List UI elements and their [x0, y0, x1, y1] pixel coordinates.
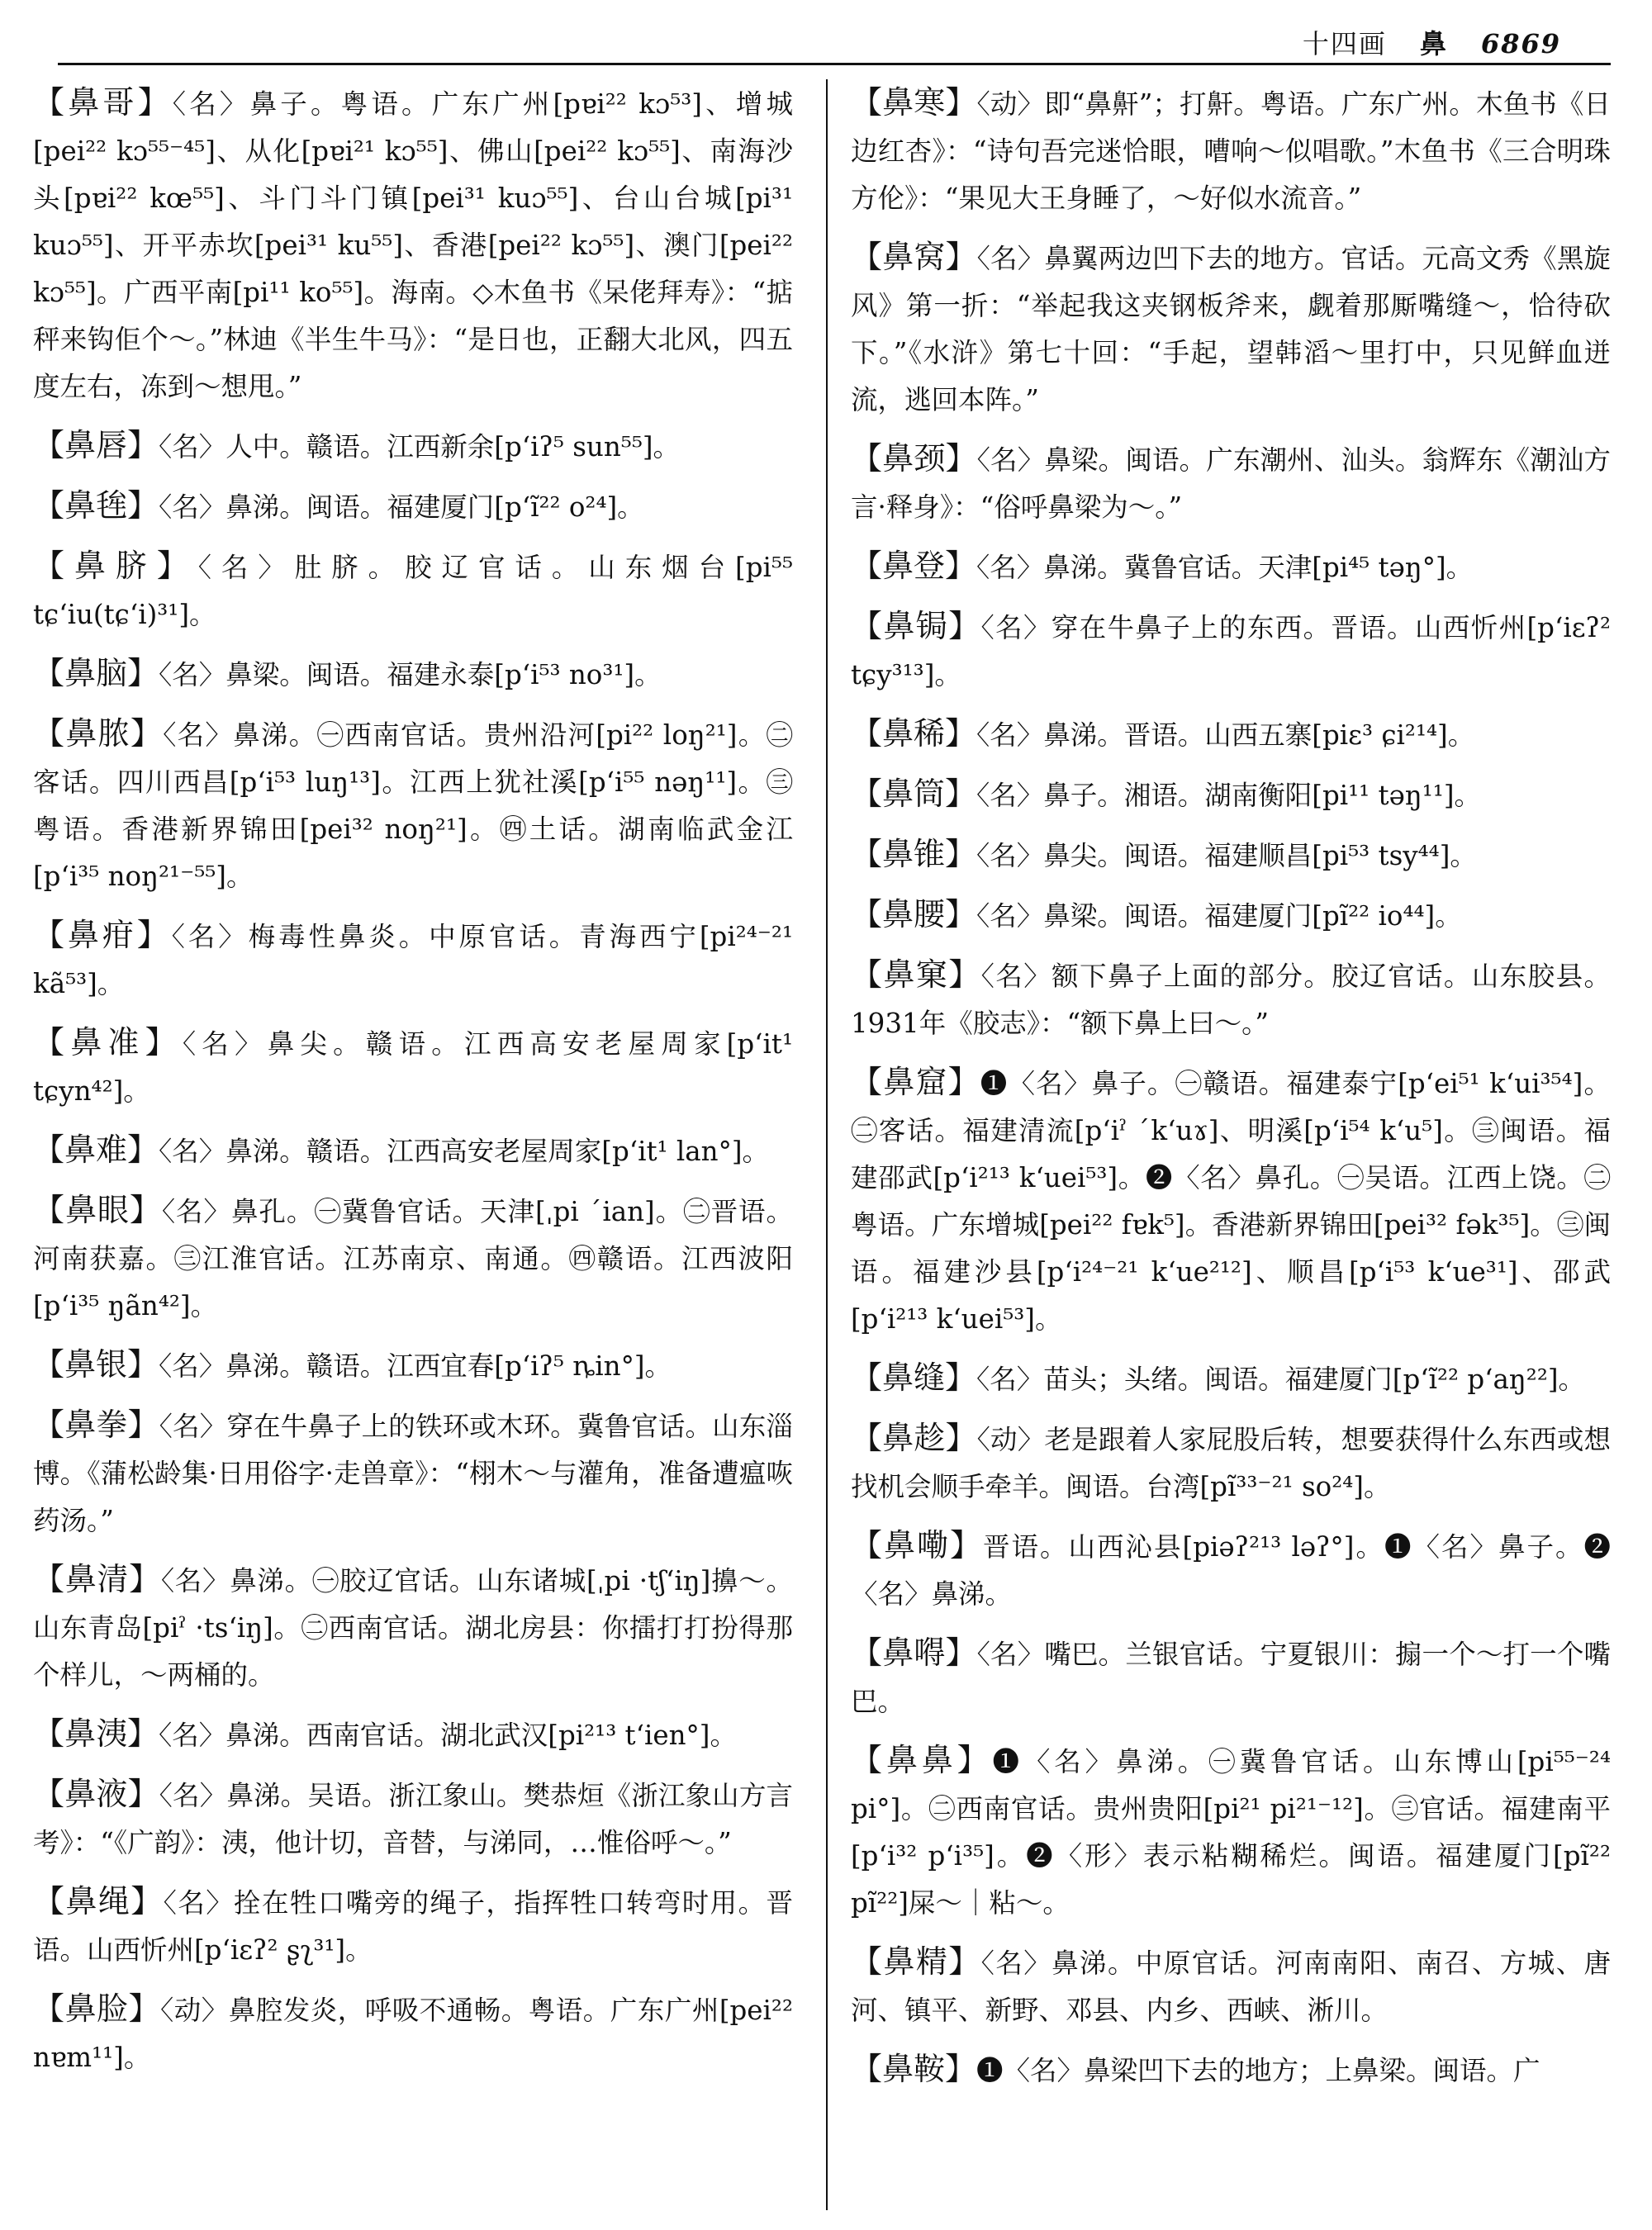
- entry-headword: 【鼻登】: [851, 548, 977, 584]
- entry-headword: 【鼻寒】: [851, 84, 977, 121]
- entry-headword: 【鼻窠】: [851, 956, 981, 993]
- entry-definition: ❶〈名〉鼻梁凹下去的地方；上鼻梁。闽语。广: [976, 2055, 1540, 2086]
- dictionary-entry: [33, 1710, 793, 1759]
- section-label: 十四画: [1302, 28, 1387, 59]
- dictionary-entry: [851, 543, 1611, 591]
- running-head: [1303, 23, 1561, 61]
- entry-definition: 〈名〉人中。赣语。江西新余[p‘iʔ⁵ sun⁵⁵]。: [159, 431, 681, 463]
- entry-headword: 【鼻鞍】: [851, 2051, 977, 2087]
- dictionary-entry: [33, 1986, 793, 2081]
- dictionary-entry: [33, 422, 793, 471]
- dictionary-entry: [33, 1187, 793, 1330]
- entry-definition: 〈名〉穿在牛鼻子上的铁环或木环。冀鲁官话。山东淄博。《蒲松龄集·日用俗字·走兽章》：“栩木～与灌角，准备遭瘟咴药汤。”: [33, 1411, 793, 1536]
- dictionary-entry: [851, 435, 1611, 531]
- dictionary-entry: [851, 1737, 1611, 1927]
- entry-definition: 〈名〉鼻翼两边凹下去的地方。官话。元高文秀《黑旋风》第一折：“举起我这夹钢板斧来，觑着那厮嘴缝～，恰待砍下。”《水浒》第七十回：“手起，望韩滔～里打中，只见鲜血迸流，逃回本阵。”: [851, 243, 1611, 415]
- head-char: 鼻: [1419, 28, 1448, 59]
- entry-definition: 〈名〉鼻涕。赣语。江西宜春[p‘iʔ⁵ ȵin°]。: [159, 1350, 672, 1382]
- entry-definition: 〈名〉鼻涕。吴语。浙江象山。樊恭烜《浙江象山方言考》：“《广韵》：洟，他计切，音替，与涕同，…惟俗呼～。”: [33, 1780, 793, 1858]
- entry-definition: 〈名〉鼻涕。㊀胶辽官话。山东诸城[ˌpi ·tʃ‘iŋ]擤～。山东青岛[piˀ ·ts‘iŋ]。㊁西南官话。湖北房县：你擂打打扮得那个样儿，～两桶的。: [33, 1565, 793, 1691]
- entry-definition: 〈名〉鼻涕。赣语。江西高安老屋周家[p‘it¹ lan°]。: [159, 1136, 770, 1167]
- entry-headword: 【鼻清】: [33, 1561, 161, 1597]
- header-rule: [58, 63, 1611, 65]
- entry-headword: 【鼻筒】: [851, 776, 977, 812]
- entry-definition: 〈名〉鼻梁。闽语。广东潮州、汕头。翁辉东《潮汕方言·释身》：“俗呼鼻梁为～。”: [851, 444, 1611, 523]
- dictionary-entry: [33, 1402, 793, 1544]
- entry-definition: 〈名〉鼻孔。㊀冀鲁官话。天津[ˌpi ˊian]。㊁晋语。河南获嘉。㊂江淮官话。江苏南京、南通。㊃赣语。江西波阳[p‘i³⁵ ŋãn⁴²]。: [33, 1196, 793, 1321]
- page-number: 6869: [1480, 28, 1561, 59]
- entry-headword: 【鼻液】: [33, 1776, 159, 1812]
- dictionary-entry: [33, 79, 793, 410]
- dictionary-entry: [33, 482, 793, 531]
- entry-headword: 【鼻眼】: [33, 1192, 162, 1228]
- entry-headword: 【鼻腰】: [851, 896, 977, 932]
- entry-headword: 【鼻准】: [33, 1024, 183, 1060]
- dictionary-entry: [33, 1771, 793, 1867]
- entry-definition: ❶〈名〉鼻涕。㊀冀鲁官话。山东博山[pi⁵⁵⁻²⁴ pi°]。㊁西南官话。贵州贵阳[pi²¹ pi²¹⁻¹²]。㊂官话。福建南平[p‘i³² p‘i³⁵]。❷〈形〉表示粘糊稀烂。闽语。福建厦门[pĩ²² pĩ²²]屎～｜粘～。: [851, 1746, 1611, 1919]
- entry-definition: 〈名〉鼻子。湘语。湖南衡阳[pi¹¹ təŋ¹¹]。: [976, 780, 1481, 811]
- entry-headword: 【鼻难】: [33, 1132, 159, 1168]
- dictionary-entry: [851, 603, 1611, 699]
- entry-definition: 〈名〉额下鼻子上面的部分。胶辽官话。山东胶县。1931年《胶志》：“额下鼻上曰～。”: [851, 961, 1611, 1039]
- entry-definition: 〈动〉鼻腔发炎，呼吸不通畅。粤语。广东广州[pei²² nɐm¹¹]。: [33, 1995, 793, 2073]
- entry-headword: 【鼻疳】: [33, 917, 172, 953]
- entry-definition: 〈名〉肚脐。胶辽官话。山东烟台[pi⁵⁵ tɕ‘iu(tɕ‘i)³¹]。: [33, 552, 793, 630]
- column-divider: [826, 79, 828, 2210]
- dictionary-entry: [851, 710, 1611, 759]
- entry-headword: 【鼻颈】: [851, 440, 977, 477]
- entry-definition: 〈名〉鼻涕。㊀西南官话。贵州沿河[pi²² loŋ²¹]。㊁客话。四川西昌[p‘i⁵³ luŋ¹³]。江西上犹社溪[p‘i⁵⁵ nəŋ¹¹]。㊂粤语。香港新界锦田[pei³² noŋ²¹]。㊃土话。湖南临武金江[p‘i³⁵ noŋ²¹⁻⁵⁵]。: [33, 719, 793, 892]
- entry-definition: 〈名〉鼻涕。晋语。山西五寨[piɛ³ ɕi²¹⁴]。: [976, 719, 1475, 751]
- entry-headword: 【鼻锔】: [851, 608, 981, 644]
- entry-definition: 〈名〉鼻涕。闽语。福建厦门[p‘ĩ²² o²⁴]。: [159, 491, 644, 523]
- entry-definition: 〈动〉即“鼻鼾”；打鼾。粤语。广东广州。木鱼书《日边红杏》：“诗句吾完迷恰眼，嘈响～似唱歌。”木鱼书《三合明珠方伦》：“果见大王身睡了，～好似水流音。”: [851, 88, 1611, 214]
- entry-definition: 〈名〉鼻尖。赣语。江西高安老屋周家[p‘it¹ tɕyn⁴²]。: [33, 1028, 793, 1107]
- entry-headword: 【鼻稀】: [851, 715, 977, 752]
- left-column: [33, 79, 793, 2093]
- dictionary-entry: [851, 1522, 1611, 1618]
- dictionary-entry: [851, 1938, 1611, 2034]
- dictionary-entry: [851, 1059, 1611, 1343]
- entry-headword: 【鼻银】: [33, 1346, 159, 1383]
- dictionary-entry: [33, 543, 793, 638]
- entry-headword: 【鼻精】: [851, 1943, 981, 1980]
- entry-headword: 【鼻毪】: [33, 487, 159, 524]
- dictionary-entry: [33, 1341, 793, 1390]
- entry-headword: 【鼻嘚】: [851, 1635, 977, 1671]
- page-header: [58, 18, 1594, 68]
- dictionary-entry: [33, 710, 793, 900]
- entry-definition: 〈名〉嘴巴。兰银官话。宁夏银川：搧一个～打一个嘴巴。: [851, 1639, 1611, 1717]
- right-column: [851, 79, 1611, 2106]
- dictionary-entry: [33, 912, 793, 1008]
- entry-definition: 晋语。山西沁县[piəʔ²¹³ ləʔ°]。❶〈名〉鼻子。❷〈名〉鼻涕。: [851, 1531, 1611, 1610]
- dictionary-entry: [33, 1019, 793, 1115]
- dictionary-entry: [851, 234, 1611, 424]
- entry-definition: 〈名〉苗头；头绪。闽语。福建厦门[p‘ĩ²² p‘aŋ²²]。: [976, 1364, 1586, 1395]
- entry-headword: 【鼻脐】: [33, 548, 198, 584]
- entry-headword: 【鼻脸】: [33, 1990, 161, 2027]
- entry-headword: 【鼻鼻】: [851, 1742, 993, 1778]
- entry-headword: 【鼻缝】: [851, 1359, 977, 1396]
- dictionary-entry: [851, 1630, 1611, 1725]
- entry-definition: 〈名〉鼻子。粤语。广东广州[pɐi²² kɔ⁵³]、增城[pei²² kɔ⁵⁵⁻⁴⁵]、从化[pɐi²¹ kɔ⁵⁵]、佛山[pei²² kɔ⁵⁵]、南海沙头[pɐi²² kœ⁵⁵]、斗门斗门镇[pei³¹ kuɔ⁵⁵]、台山台城[pi³¹ kuɔ⁵⁵]、开平赤坎[pei³¹ ku⁵⁵]、香港[pei²² kɔ⁵⁵]、澳门[pei²² kɔ⁵⁵]。广西平南[pi¹¹ ko⁵⁵]。海南。◇木鱼书《呆佬拜寿》：“掂秤来钩佢个～。”林迪《半生牛马》：“是日也，正翻大北风，四五度左右，冻到～想甩。”: [33, 88, 793, 402]
- dictionary-entry: [33, 650, 793, 699]
- dictionary-entry: [851, 1415, 1611, 1511]
- dictionary-entry: [33, 1127, 793, 1175]
- dictionary-entry: [851, 2046, 1611, 2095]
- entry-headword: 【鼻锥】: [851, 836, 977, 872]
- entry-definition: 〈动〉老是跟着人家屁股后转，想要获得什么东西或想找机会顺手牵羊。闽语。台湾[pĩ³³⁻²¹ so²⁴]。: [851, 1424, 1611, 1502]
- entry-headword: 【鼻嘞】: [851, 1527, 984, 1563]
- entry-headword: 【鼻脓】: [33, 715, 164, 752]
- entry-headword: 【鼻绳】: [33, 1883, 164, 1919]
- entry-headword: 【鼻拳】: [33, 1407, 159, 1443]
- dictionary-entry: [851, 771, 1611, 819]
- entry-definition: 〈名〉鼻涕。冀鲁官话。天津[pi⁴⁵ təŋ°]。: [976, 552, 1474, 583]
- entry-definition: 〈名〉鼻梁。闽语。福建厦门[pĩ²² io⁴⁴]。: [976, 900, 1462, 932]
- entry-definition: 〈名〉鼻梁。闽语。福建永泰[p‘i⁵³ no³¹]。: [159, 659, 662, 690]
- entry-headword: 【鼻哥】: [33, 84, 173, 121]
- entry-headword: 【鼻脑】: [33, 655, 159, 691]
- dictionary-entry: [851, 1355, 1611, 1403]
- entry-headword: 【鼻洟】: [33, 1715, 159, 1752]
- dictionary-entry: [33, 1556, 793, 1699]
- entry-headword: 【鼻窝】: [851, 239, 977, 275]
- entry-headword: 【鼻唇】: [33, 427, 159, 463]
- dictionary-entry: [851, 831, 1611, 880]
- entry-definition: 〈名〉梅毒性鼻炎。中原官话。青海西宁[pi²⁴⁻²¹ kã⁵³]。: [33, 921, 793, 999]
- entry-definition: 〈名〉鼻涕。中原官话。河南南阳、南召、方城、唐河、镇平、新野、邓县、内乡、西峡、淅川。: [851, 1948, 1611, 2026]
- entry-definition: 〈名〉鼻涕。西南官话。湖北武汉[pi²¹³ t‘ien°]。: [159, 1720, 737, 1751]
- entry-headword: 【鼻趁】: [851, 1420, 977, 1456]
- dictionary-entry: [851, 891, 1611, 940]
- entry-definition: 〈名〉鼻尖。闽语。福建顺昌[pi⁵³ tsy⁴⁴]。: [976, 840, 1477, 871]
- dictionary-entry: [851, 951, 1611, 1047]
- entry-definition: 〈名〉拴在牲口嘴旁的绳子，指挥牲口转弯时用。晋语。山西忻州[p‘iɛʔ² ʂʅ³¹]。: [33, 1887, 793, 1966]
- entry-definition: ❶〈名〉鼻子。㊀赣语。福建泰宁[p‘ei⁵¹ k‘ui³⁵⁴]。㊁客话。福建清流[p‘iˀ ˊk‘uɤ]、明溪[p‘i⁵⁴ k‘u⁵]。㊂闽语。福建邵武[p‘i²¹³ k‘uei⁵³]。❷〈名〉鼻孔。㊀吴语。江西上饶。㊁粤语。广东增城[pei²² fɐk⁵]。香港新界锦田[pei³² fək³⁵]。㊂闽语。福建沙县[p‘i²⁴⁻²¹ k‘ue²¹²]、顺昌[p‘i⁵³ k‘ue³¹]、邵武[p‘i²¹³ k‘uei⁵³]。: [851, 1068, 1611, 1335]
- dictionary-entry: [33, 1878, 793, 1974]
- entry-definition: 〈名〉穿在牛鼻子上的东西。晋语。山西忻州[p‘iɛʔ² tɕy³¹³]。: [851, 612, 1611, 690]
- dictionary-entry: [851, 79, 1611, 222]
- entry-headword: 【鼻窟】: [851, 1064, 980, 1100]
